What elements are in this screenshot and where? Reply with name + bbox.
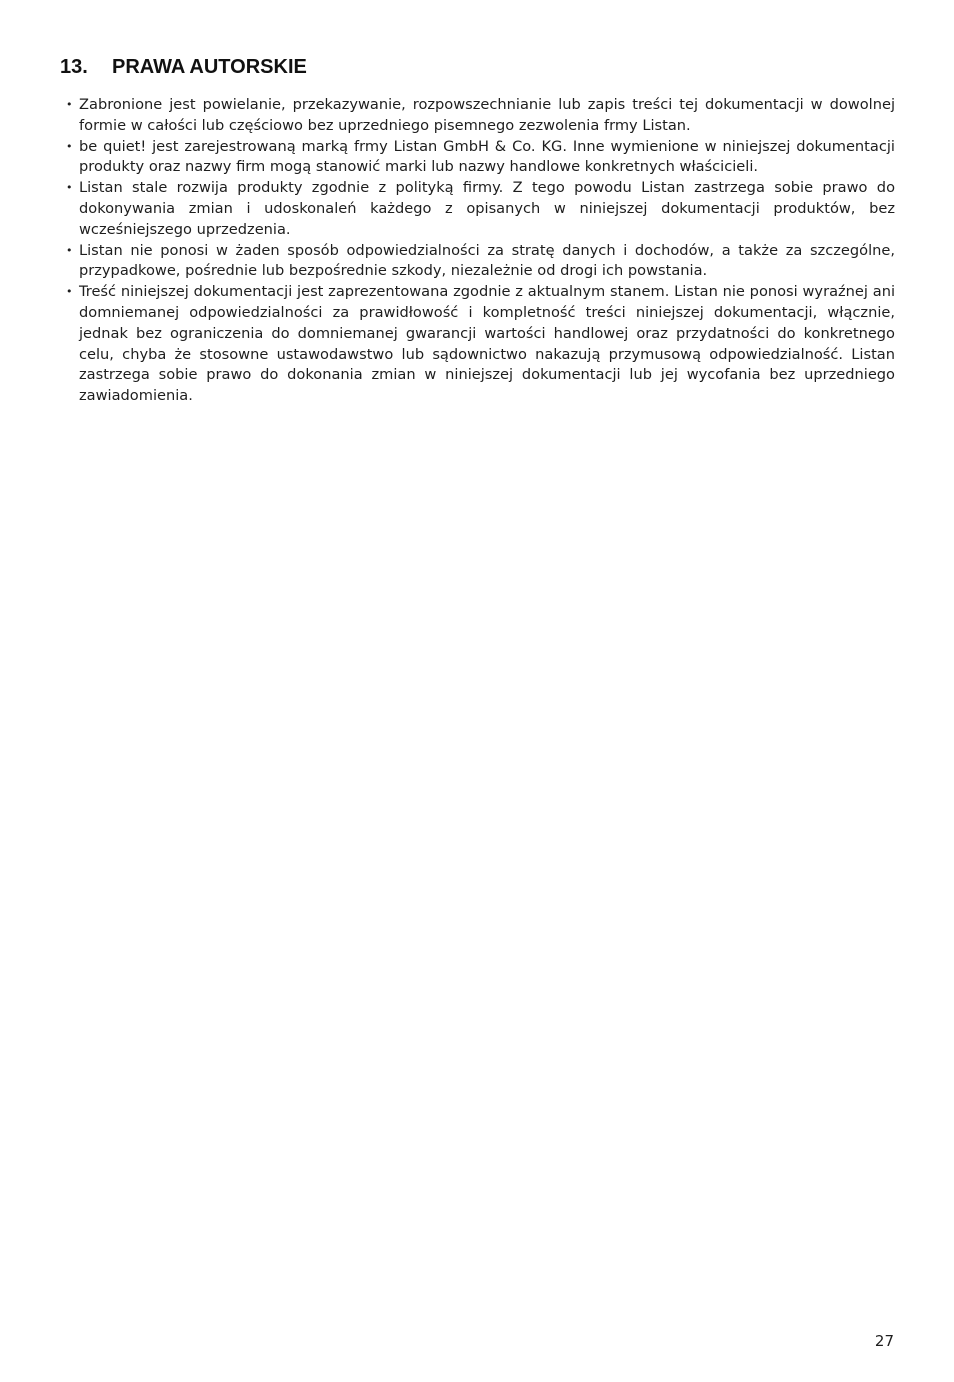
list-item-text: Listan nie ponosi w żaden sposób odpowiedzialności za stratę danych i dochodów, a także za szczególne, przypadkowe, pośrednie lub bezpośrednie szkody, niezależnie od drogi ich powstania. [79,241,895,280]
bullet-icon: • [66,181,73,195]
list-item-text: Listan stale rozwija produkty zgodnie z polityką firmy. Z tego powodu Listan zastrzega sobie prawo do dokonywania zmian i udoskonaleń każdego z opisanych w niniejszej dokumentacji produktów, bez wcześniejszego uprzedzenia. [79,179,895,238]
list-item [60,95,895,137]
list-item [60,282,895,407]
page-number: 27 [874,1332,894,1350]
section-number: 13. [60,56,88,78]
bullet-icon: • [66,98,73,111]
list-item [60,178,895,240]
section-title: PRAWA AUTORSKIE [112,56,307,78]
copyright-bullet-list [60,95,895,407]
bullet-icon: • [66,243,73,257]
list-item-text: be quiet! jest zarejestrowaną marką frmy Listan GmbH & Co. KG. Inne wymienione w niniejszej dokumentacji produkty oraz nazwy firm mogą stanowić marki lub nazwy handlowe konkretnych właścicieli. [79,137,895,176]
list-item [60,241,895,283]
section-heading [60,55,307,79]
list-item [60,137,895,179]
bullet-icon: • [66,285,73,299]
list-item-text: Zabronione jest powielanie, przekazywanie, rozpowszechnianie lub zapis treści tej dokumentacji w dowolnej formie w całości lub częściowo bez uprzedniego pisemnego zezwolenia frmy Listan. [79,96,895,134]
list-item-text: Treść niniejszej dokumentacji jest zaprezentowana zgodnie z aktualnym stanem. Listan nie ponosi wyraźnej ani domniemanej odpowiedzialności za prawidłowość i kompletność treści niniejszej dokumentacji, włącznie, jednak bez ograniczenia do domniemanej gwarancji wartości handlowej oraz przydatności do konkretnego celu, chyba że stosowne ustawodawstwo lub sądownictwo nakazują przymusową odpowiedzialność. Listan zastrzega sobie prawo do dokonania zmian w niniejszej dokumentacji lub jej wycofania bez uprzedniego zawiadomienia. [79,283,895,405]
bullet-icon: • [66,139,73,153]
